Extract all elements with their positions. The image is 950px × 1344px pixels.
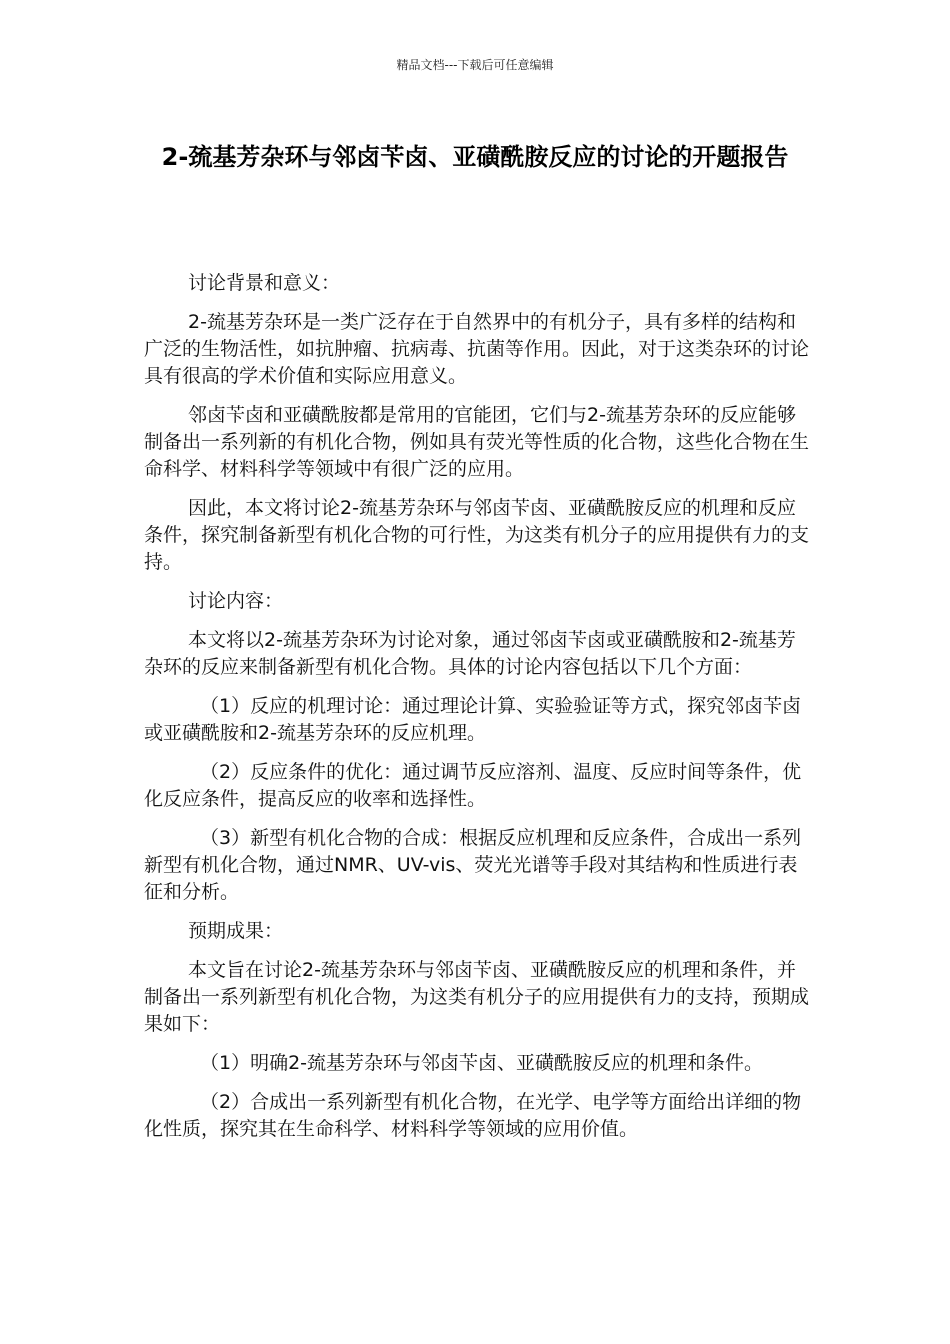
background-paragraph-2: 邻卤苄卤和亚磺酰胺都是常用的官能团，它们与2-巯基芳杂环的反应能够制备出一系列新的有机化合物，例如具有荧光等性质的化合物，这些化合物在生命科学、材料科学等领域中有很广泛的应用。 (144, 404, 810, 480)
content-list-item-2: （2）反应条件的优化：通过调节反应溶剂、温度、反应时间等条件，优化反应条件，提高反应的收率和选择性。 (144, 761, 802, 810)
content-list-item-3: （3）新型有机化合物的合成：根据反应机理和反应条件，合成出一系列新型有机化合物，通过NMR、UV-vis、荧光光谱等手段对其结构和性质进行表征和分析。 (144, 827, 802, 903)
results-list-item-2: （2）合成出一系列新型有机化合物，在光学、电学等方面给出详细的物化性质，探究其在生命科学、材料科学等领域的应用价值。 (144, 1091, 802, 1140)
background-heading: 讨论背景和意义： (188, 272, 341, 294)
document-title: 2-巯基芳杂环与邻卤苄卤、亚磺酰胺反应的讨论的开题报告 (161, 143, 789, 171)
background-paragraph-3: 因此，本文将讨论2-巯基芳杂环与邻卤苄卤、亚磺酰胺反应的机理和反应条件，探究制备新型有机化合物的可行性，为这类有机分子的应用提供有力的支持。 (144, 497, 810, 573)
background-paragraph-1: 2-巯基芳杂环是一类广泛存在于自然界中的有机分子，具有多样的结构和广泛的生物活性，如抗肿瘤、抗病毒、抗菌等作用。因此，对于这类杂环的讨论具有很高的学术价值和实际应用意义。 (144, 311, 810, 387)
page-header: 精品文档---下载后可任意编辑 (396, 58, 554, 72)
results-paragraph-1: 本文旨在讨论2-巯基芳杂环与邻卤苄卤、亚磺酰胺反应的机理和条件，并制备出一系列新型有机化合物，为这类有机分子的应用提供有力的支持，预期成果如下： (144, 959, 810, 1035)
content-paragraph-1: 本文将以2-巯基芳杂环为讨论对象，通过邻卤苄卤或亚磺酰胺和2-巯基芳杂环的反应来制备新型有机化合物。具体的讨论内容包括以下几个方面： (144, 629, 796, 678)
results-list-item-1: （1）明确2-巯基芳杂环与邻卤苄卤、亚磺酰胺反应的机理和条件。 (200, 1052, 764, 1074)
document-body (144, 270, 810, 1155)
content-heading: 讨论内容： (188, 590, 284, 612)
results-heading: 预期成果： (188, 920, 284, 942)
content-list-item-1: （1）反应的机理讨论：通过理论计算、实验验证等方式，探究邻卤苄卤或亚磺酰胺和2-巯基芳杂环的反应机理。 (144, 695, 802, 744)
